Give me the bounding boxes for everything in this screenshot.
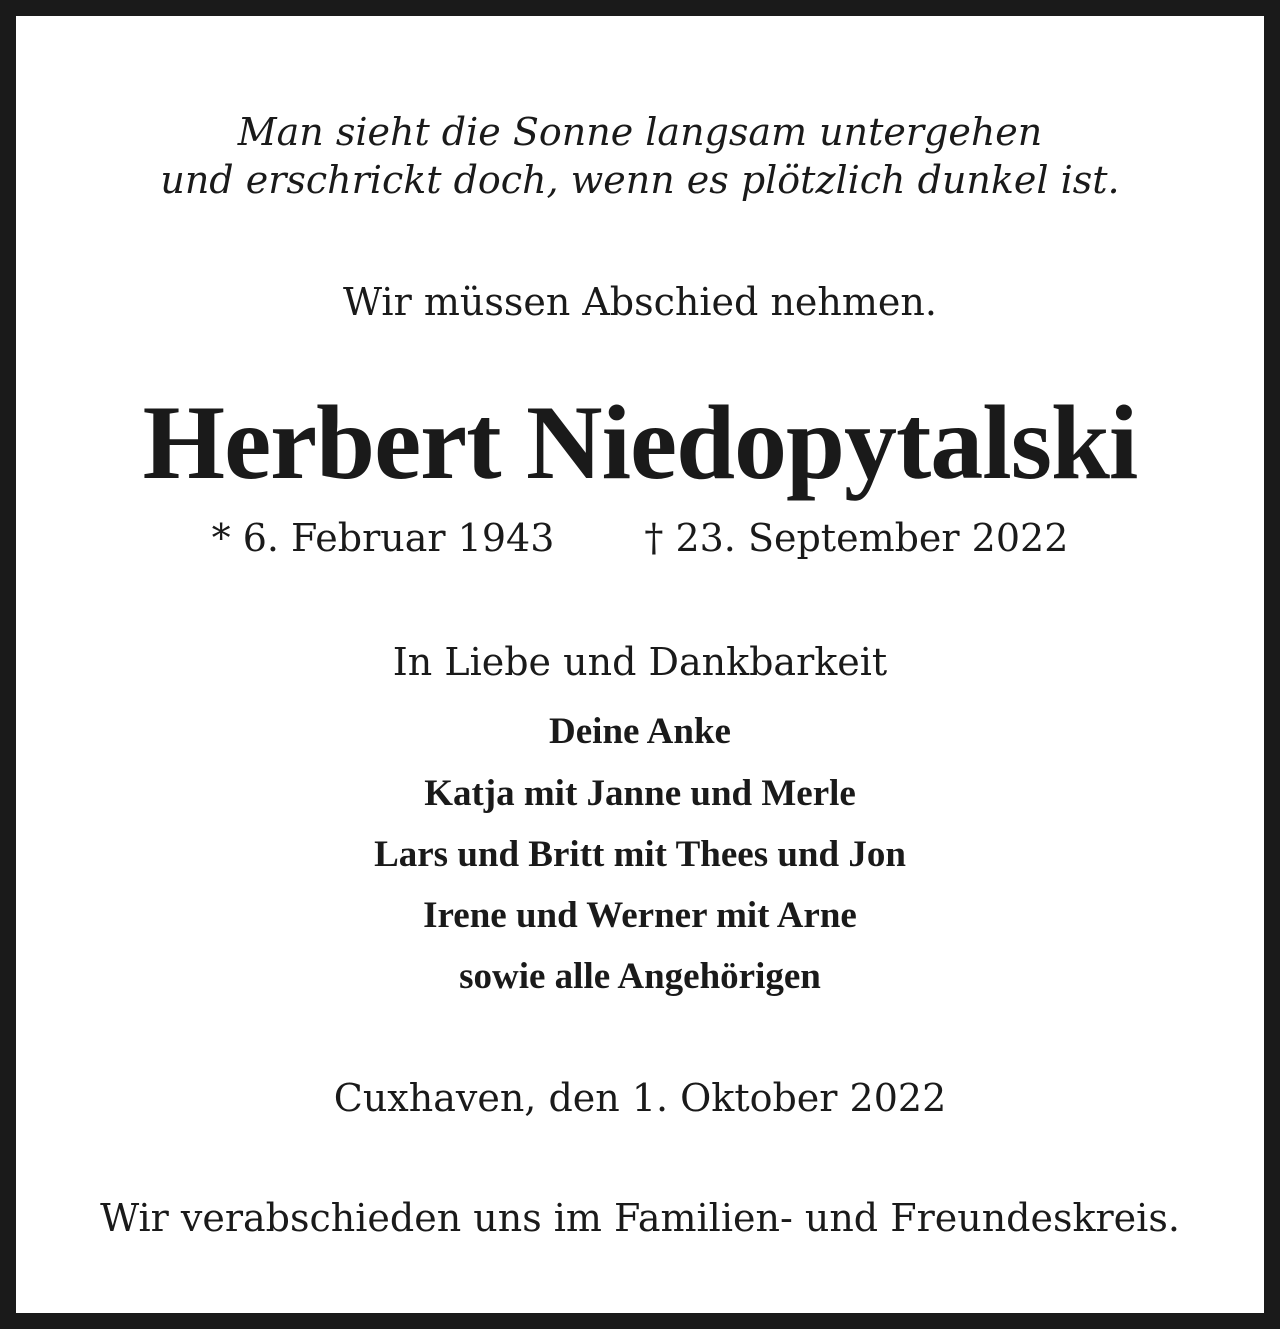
quote-line-2: und erschrickt doch, wenn es plötzlich dunkel ist. [160,158,1120,202]
quote-line-1: Man sieht die Sonne langsam untergehen [237,110,1043,154]
closing-text: Wir verabschieden uns im Familien- und Freundeskreis. [100,1196,1180,1240]
mourner-line: Irene und Werner mit Arne [423,895,857,936]
life-dates [32,516,1248,560]
intro-text: Wir müssen Abschied nehmen. [343,280,937,324]
death-date: † 23. September 2022 [644,516,1069,560]
mourner-line: Deine Anke [549,711,731,752]
birth-date: * 6. Februar 1943 [211,516,555,560]
mourner-line: Katja mit Janne und Merle [424,773,856,814]
dedication-text: In Liebe und Dankbarkeit [392,640,888,684]
place-date: Cuxhaven, den 1. Oktober 2022 [333,1076,947,1120]
mourner-line: sowie alle Angehörigen [459,956,821,997]
deceased-name: Herbert Niedopytalski [142,384,1138,501]
mourner-line: Lars und Britt mit Thees und Jon [374,834,906,875]
